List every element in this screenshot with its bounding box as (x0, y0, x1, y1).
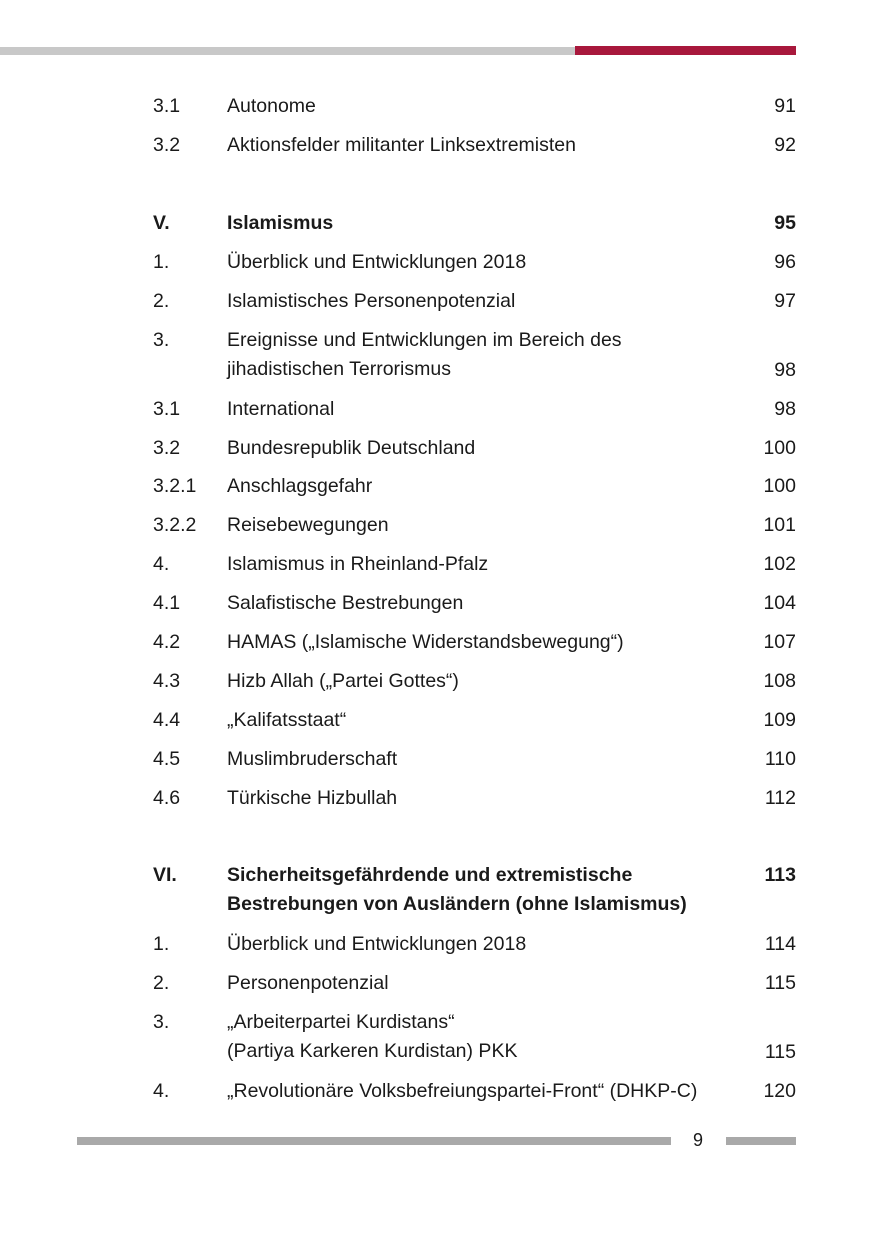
toc-entry-title-line: Ereignisse und Entwicklungen im Bereich des (227, 329, 622, 351)
toc-entry-page: 120 (763, 1080, 796, 1102)
toc-entry-page: 92 (774, 134, 796, 156)
toc-entry-page: 100 (763, 437, 796, 459)
toc-entry-number: 4.6 (153, 787, 181, 809)
toc-chapter-number: VI. (153, 864, 177, 886)
toc-entry-title: Salafistische Bestrebungen (227, 592, 464, 614)
header-accent-bar-gray (0, 47, 575, 55)
toc-entry-title: Islamistisches Personenpotenzial (227, 290, 516, 312)
toc-entry-number: 4.3 (153, 670, 181, 692)
toc-entry-number: 4.5 (153, 748, 181, 770)
toc-entry-number: 3. (153, 329, 170, 351)
toc-entry-number: 1. (153, 933, 170, 955)
toc-entry-title: Islamismus in Rheinland-Pfalz (227, 553, 489, 575)
toc-entry-title: Überblick und Entwicklungen 2018 (227, 933, 527, 955)
toc-entry-number: 3.2.1 (153, 475, 197, 497)
toc-entry-page: 98 (774, 359, 796, 381)
toc-entry-page: 101 (763, 514, 796, 536)
toc-entry-title: Hizb Allah („Partei Gottes“) (227, 670, 459, 692)
toc-entry-title (227, 326, 732, 384)
toc-entry-page: 98 (774, 398, 796, 420)
toc-entry-page: 100 (763, 475, 796, 497)
toc-entry-page: 97 (774, 290, 796, 312)
toc-entry-number: 3. (153, 1011, 170, 1033)
toc-entry-number: 3.1 (153, 398, 181, 420)
toc-entry-title: Türkische Hizbullah (227, 787, 398, 809)
toc-entry-title: Autonome (227, 95, 316, 117)
toc-chapter-vi-sicherheitsgefaehrdende[interactable] (0, 861, 875, 921)
toc-entry-number: 4.1 (153, 592, 181, 614)
toc-chapter-title-line: Sicherheitsgefährdende und extremistische (227, 864, 633, 886)
footer-bar-left (77, 1137, 671, 1145)
toc-entry-page: 108 (763, 670, 796, 692)
toc-chapter-title: Islamismus (227, 212, 334, 234)
toc-entry-page: 96 (774, 251, 796, 273)
toc-entry-title: Aktionsfelder militanter Linksextremisten (227, 134, 576, 156)
toc-chapter-page: 113 (764, 864, 796, 886)
header-accent-bar-red (575, 46, 796, 55)
toc-entry-title: Überblick und Entwicklungen 2018 (227, 251, 527, 273)
toc-entry-page: 102 (763, 553, 796, 575)
toc-entry-title-line: (Partiya Karkeren Kurdistan) PKK (227, 1040, 518, 1062)
toc-entry-number: 3.1 (153, 95, 181, 117)
toc-entry-number: 2. (153, 972, 170, 994)
toc-entry-number: 3.2 (153, 134, 181, 156)
toc-entry-page: 104 (763, 592, 796, 614)
toc-entry-number: 4.4 (153, 709, 181, 731)
toc-entry-title-line: „Arbeiterpartei Kurdistans“ (227, 1011, 455, 1033)
toc-entry-page: 114 (764, 933, 796, 955)
toc-entry-number: 4. (153, 1080, 170, 1102)
toc-entry-number: 4.2 (153, 631, 181, 653)
toc-entry-title: Bundesrepublik Deutschland (227, 437, 476, 459)
toc-entry-number: 1. (153, 251, 170, 273)
toc-entry-title: International (227, 398, 335, 420)
toc-entry-title: Anschlagsgefahr (227, 475, 373, 497)
toc-entry-title: „Kalifatsstaat“ (227, 709, 347, 731)
toc-entry-page: 115 (764, 1041, 796, 1063)
toc-entry-page: 112 (764, 787, 796, 809)
toc-entry-3-pkk[interactable] (0, 1008, 875, 1068)
toc-chapter-page: 95 (774, 212, 796, 234)
toc-entry-number: 3.2.2 (153, 514, 197, 536)
footer-page-number: 9 (692, 1130, 703, 1150)
toc-chapter-title-line: Bestrebungen von Ausländern (ohne Islamismus) (227, 893, 687, 915)
toc-entry-3-ereignisse[interactable] (0, 326, 875, 386)
toc-chapter-title (227, 861, 732, 919)
toc-entry-number: 4. (153, 553, 170, 575)
toc-entry-number: 2. (153, 290, 170, 312)
toc-entry-page: 91 (774, 95, 796, 117)
toc-entry-title: Personenpotenzial (227, 972, 389, 994)
toc-entry-title: Reisebewegungen (227, 514, 389, 536)
toc-entry-page: 115 (764, 972, 796, 994)
toc-entry-title-line: jihadistischen Terrorismus (227, 358, 451, 380)
toc-entry-title: HAMAS („Islamische Widerstandsbewegung“) (227, 631, 624, 653)
toc-entry-title (227, 1008, 732, 1066)
footer-bar-right (726, 1137, 796, 1145)
toc-entry-page: 109 (763, 709, 796, 731)
toc-entry-page: 107 (763, 631, 796, 653)
toc-entry-title: Muslimbruderschaft (227, 748, 398, 770)
toc-chapter-number: V. (153, 212, 170, 234)
toc-entry-page: 110 (764, 748, 796, 770)
toc-entry-title: „Revolutionäre Volksbefreiungspartei-Front“ (DHKP-C) (227, 1080, 698, 1102)
toc-entry-number: 3.2 (153, 437, 181, 459)
